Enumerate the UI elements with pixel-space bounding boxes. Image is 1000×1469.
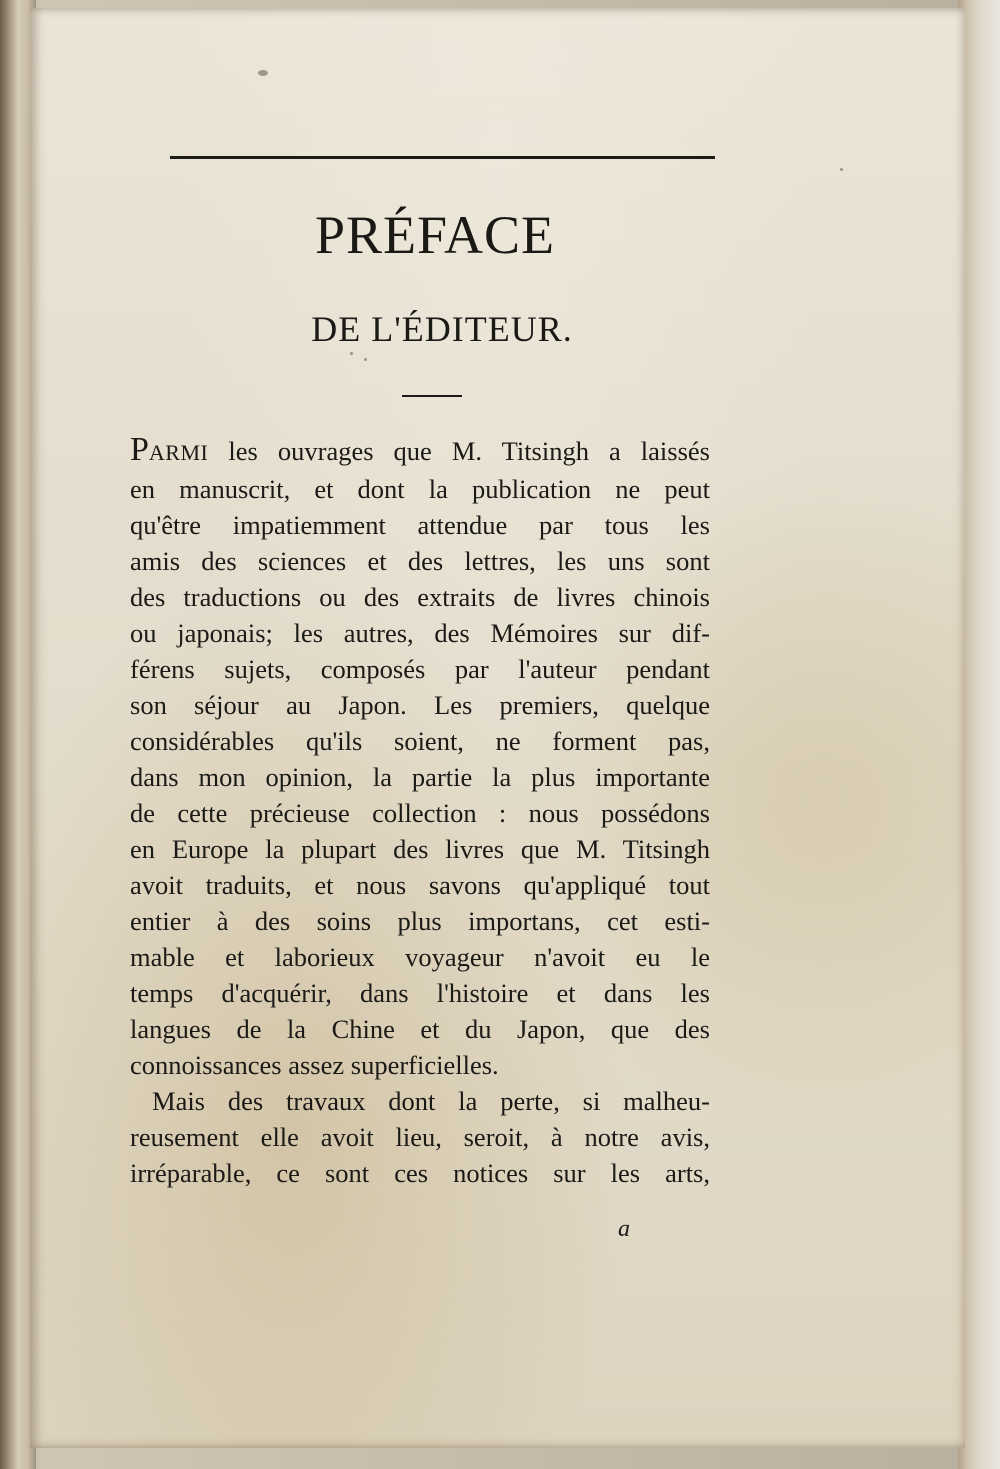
short-rule [402, 395, 462, 397]
paper-speck [364, 358, 367, 361]
signature-mark: a [618, 1216, 630, 1242]
body-text [130, 432, 710, 1191]
page-subtitle: DE L'ÉDITEUR. [311, 309, 573, 349]
book-page [30, 8, 965, 1448]
paper-speck [258, 70, 268, 76]
text-line: irréparable, ce sont ces notices sur les arts, [130, 1158, 710, 1188]
text-line: des traductions ou des extraits de livres chinois [130, 582, 710, 612]
text-line: amis des sciences et des lettres, les uns sont [130, 546, 710, 576]
text-line: Mais des travaux dont la perte, si malheu- [152, 1086, 710, 1116]
text-line: considérables qu'ils soient, ne forment pas, [130, 726, 710, 756]
text-line: dans mon opinion, la partie la plus importante [130, 762, 710, 792]
text-line: langues de la Chine et du Japon, que des [130, 1014, 710, 1044]
text-line: en manuscrit, et dont la publication ne peut [130, 474, 710, 504]
text-line: en Europe la plupart des livres que M. Titsingh [130, 834, 710, 864]
text-line: PARMI les ouvrages que M. Titsingh a laissés [130, 431, 710, 468]
small-caps-word: ARMI [148, 440, 209, 465]
text-line: férens sujets, composés par l'auteur pendant [130, 654, 710, 684]
drop-cap: P [130, 431, 149, 468]
text-line: de cette précieuse collection : nous possédons [130, 798, 710, 828]
text-line: avoit traduits, et nous savons qu'appliqué tout [130, 870, 710, 900]
paper-speck [350, 352, 353, 355]
text-line: entier à des soins plus importans, cet esti- [130, 906, 710, 936]
text-line: mable et laborieux voyageur n'avoit eu le [130, 942, 710, 972]
text-line: son séjour au Japon. Les premiers, quelque [130, 690, 710, 720]
text-line: ou japonais; les autres, des Mémoires sur dif- [130, 618, 710, 648]
text-line: qu'être impatiemment attendue par tous les [130, 510, 710, 540]
top-rule [170, 156, 715, 159]
paper-speck [840, 168, 843, 171]
page-title: PRÉFACE [314, 205, 556, 265]
text-line: temps d'acquérir, dans l'histoire et dans les [130, 978, 710, 1008]
text-line: connoissances assez superficielles. [130, 1050, 499, 1080]
text-line: reusement elle avoit lieu, seroit, à notre avis, [130, 1122, 710, 1152]
